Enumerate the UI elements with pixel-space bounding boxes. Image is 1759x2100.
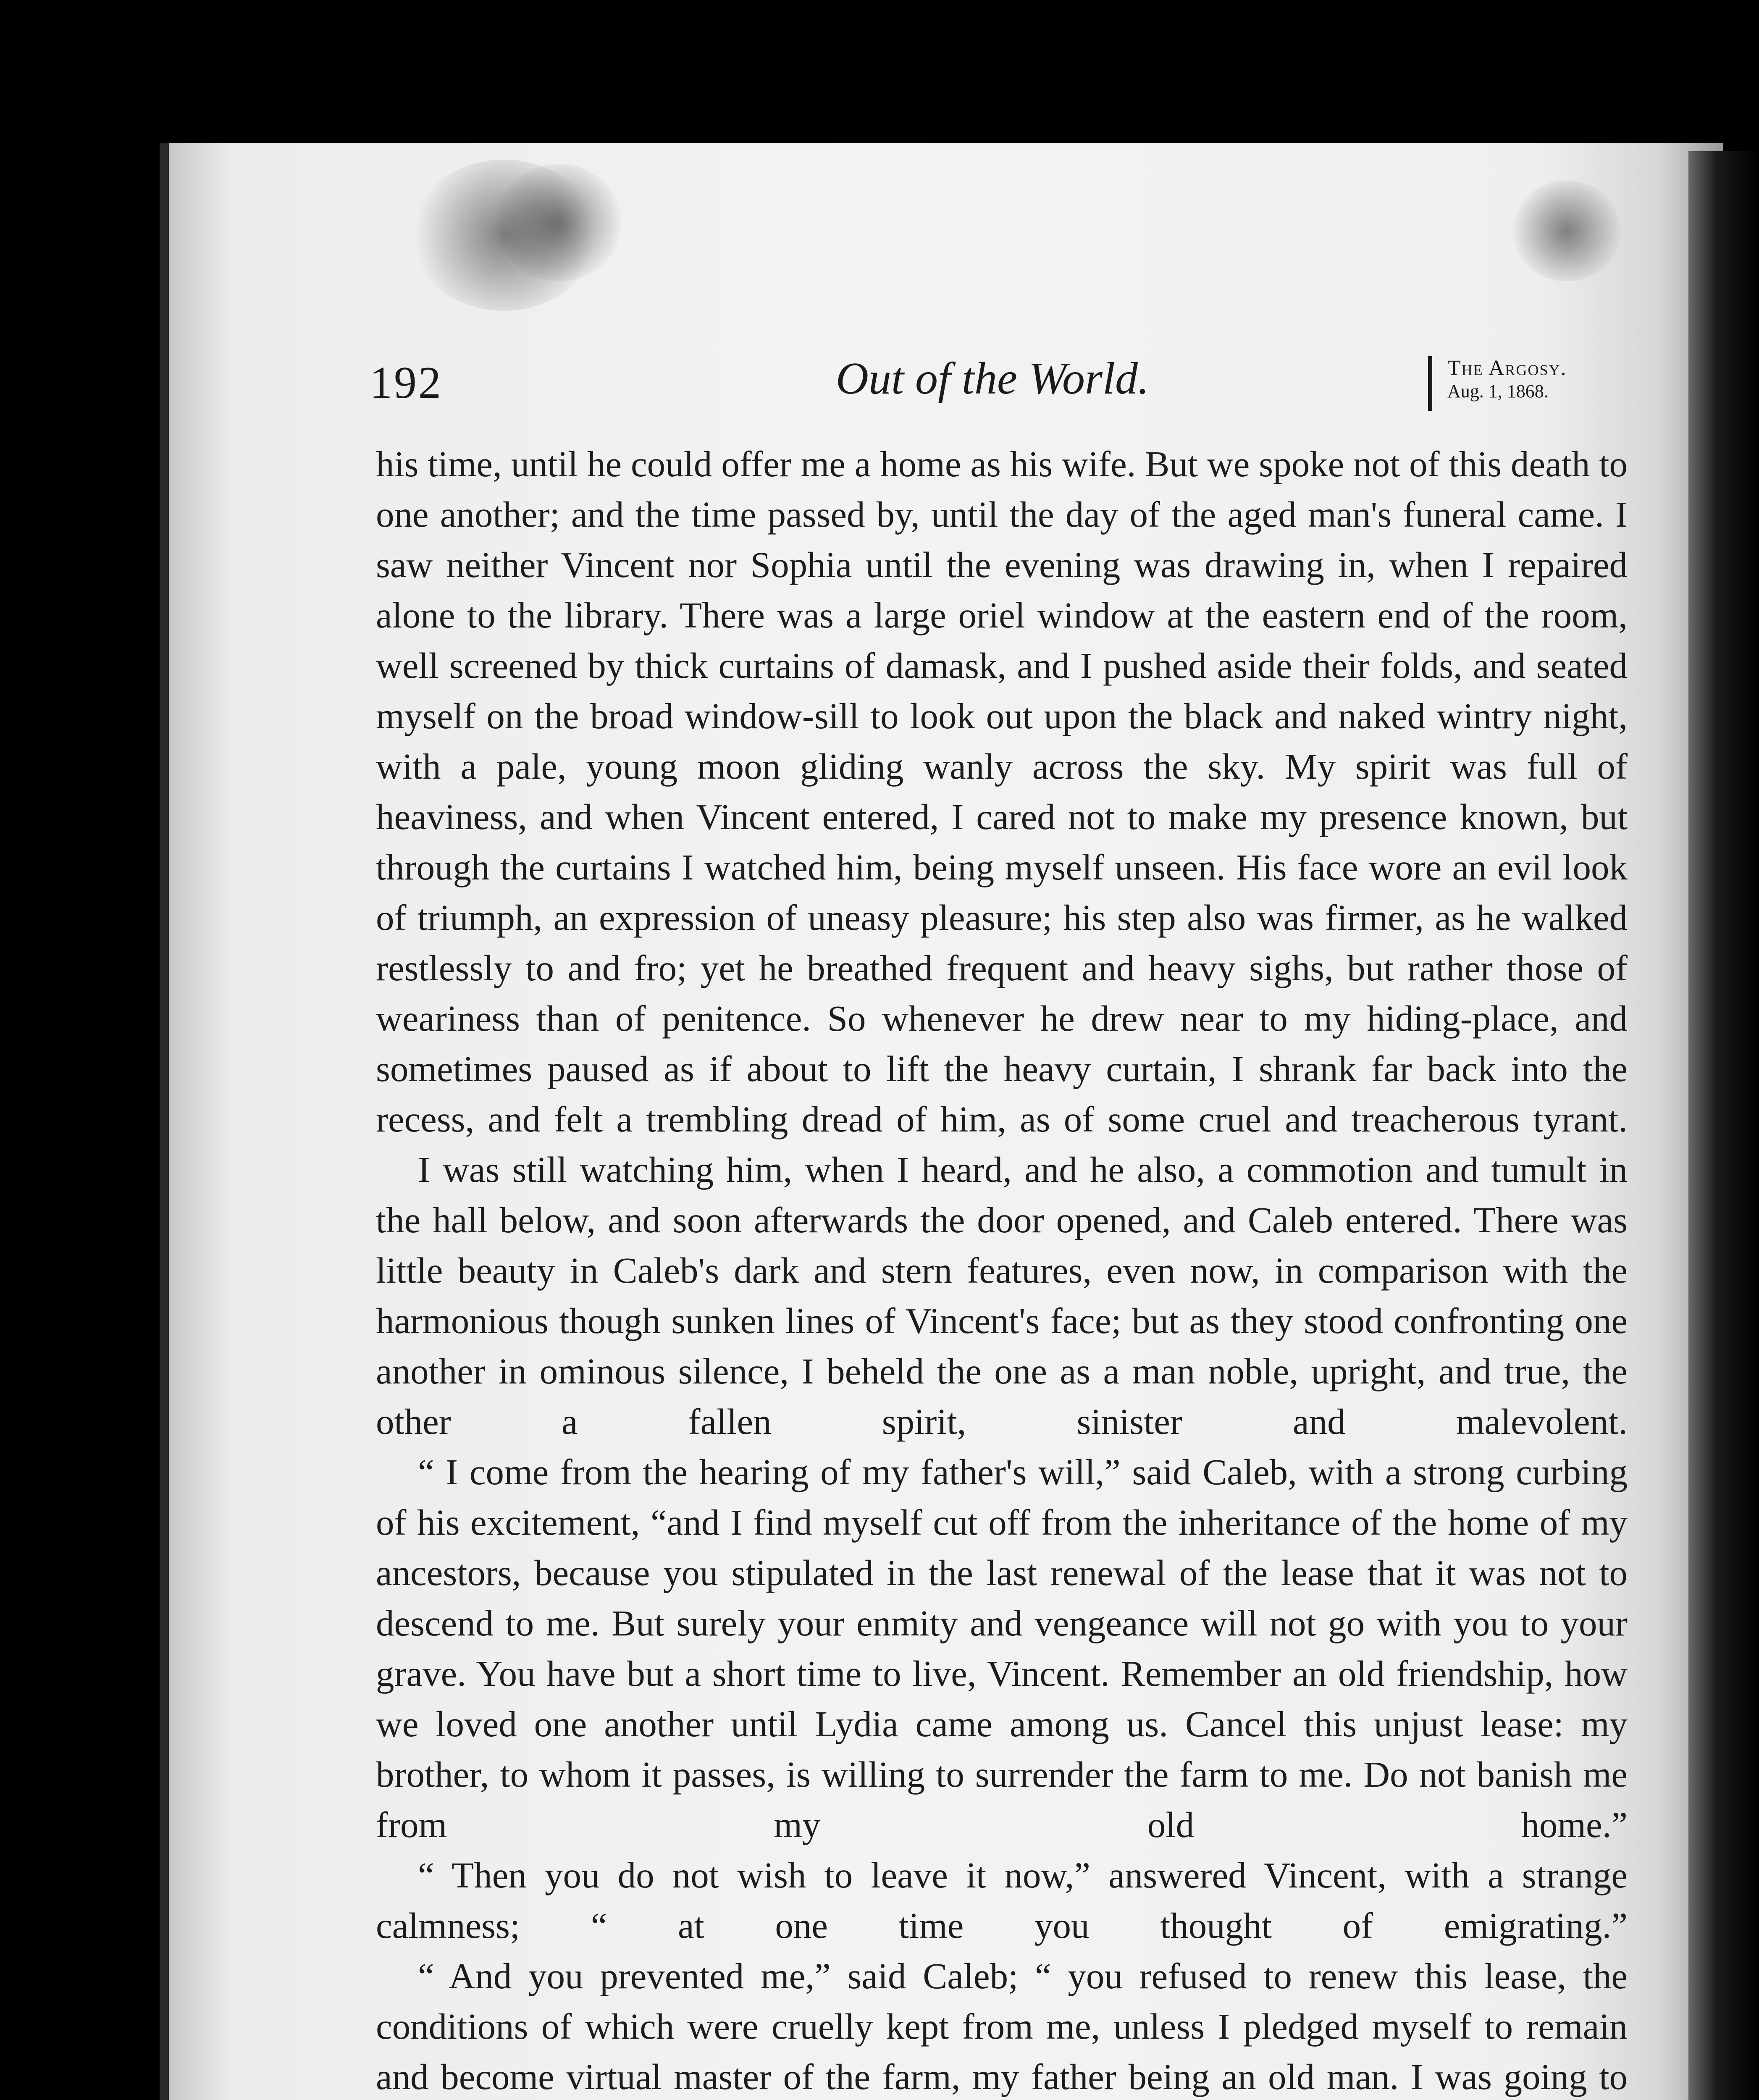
ink-stain [1512,181,1621,281]
paragraph: “ And you prevented me,” said Caleb; “ you refused to renew this lease, the conditions of which were cruelly kept from me, unless I pledged myself to remain and become virtual master of the farm, my father being an old man. I was going to [376,1956,1628,2097]
paragraph: I was still watching him, when I heard, and he also, a commotion and tumult in the hall below, and soon afterwards the door opened, and Caleb entered. There was little beauty in Caleb's dark and stern features, even now, in comparison with the harmonious though sunken lines of Vincent's face; but as they stood confronting one another in ominous silence, I beheld the one as a man noble, upright, and true, the other a fallen spirit, sinister and malevolent. [376,1149,1628,1442]
paragraph: “ I come from the hearing of my father's will,” said Caleb, with a strong curbing of his excitement, “and I find myself cut off from the inheritance of the home of my ancestors, because you stipulated in the last renewal of the lease that it was not to descend to me. But surely your enmity and vengeance will not go with you to your grave. You have but a short time to live, Vincent. Remember an old friendship, how we loved one another until Lydia came among us. Cancel this unjust lease: my brother, to whom it passes, is willing to surrender the farm to me. Do not banish me from my old home.” [376,1452,1628,1845]
page-edge-shadow [1688,151,1759,2100]
body-text [376,439,1628,2100]
journal-name: The Argosy. [1447,356,1567,380]
journal-date: Aug. 1, 1868. [1447,381,1549,402]
page-number: 192 [370,358,443,408]
paragraph: “ Then you do not wish to leave it now,” answered Vincent, with a strange calmness; “ at one time you thought of emigrating.” [376,1855,1628,1946]
paragraph: his time, until he could offer me a home as his wife. But we spoke not of this death to one another; and the time passed by, until the day of the aged man's funeral came. I saw neither Vincent nor Sophia until the evening was drawing in, when I repaired alone to the library. There was a large oriel window at the eastern end of the room, well screened by thick curtains of damask, and I pushed aside their folds, and seated myself on the broad window-sill to look out upon the black and naked wintry night, with a pale, young moon gliding wanly across the sky. My spirit was full of heaviness, and when Vincent entered, I cared not to make my presence known, but through the curtains I watched him, being myself unseen. His face wore an evil look of triumph, an expression of uneasy pleasure; his step also was firmer, as he walked restlessly to and fro; yet he breathed frequent and heavy sighs, but rather those of weariness than of penitence. So whenever he drew near to my hiding-place, and sometimes paused as if about to lift the heavy curtain, I shrank far back into the recess, and felt a trembling dread of him, as of some cruel and treacherous tyrant. [376,444,1628,1139]
running-title: Out of the World. [836,354,1150,404]
journal-reference [1428,356,1621,411]
page-header [370,349,1630,416]
ink-stain [496,164,622,281]
